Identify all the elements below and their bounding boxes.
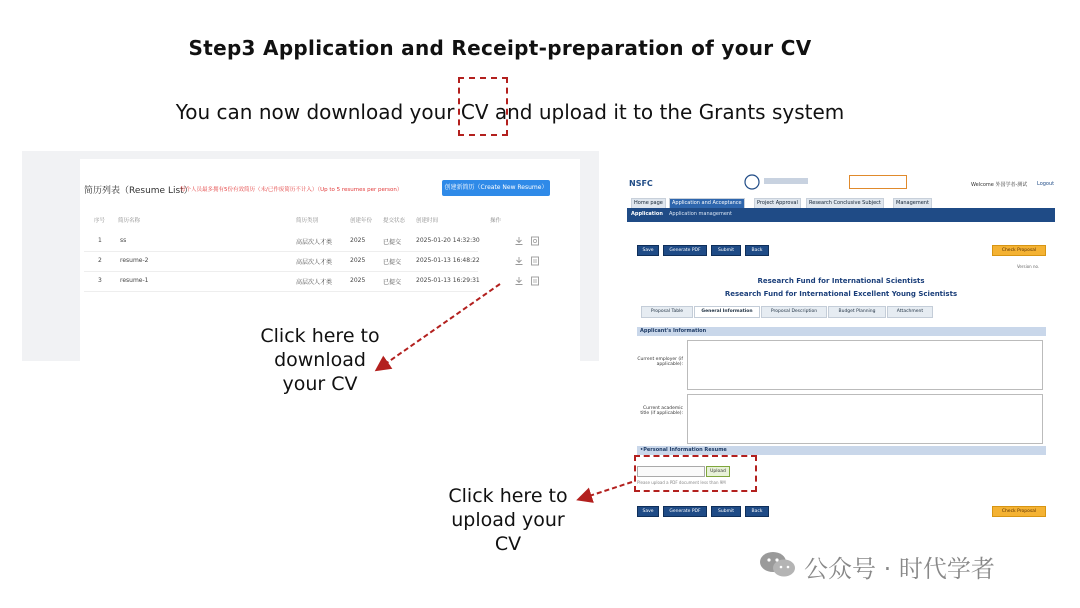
wechat-icon (758, 548, 798, 580)
nav-application[interactable]: Application (631, 211, 663, 217)
back-button[interactable]: Back (745, 245, 769, 256)
tab-attachment[interactable]: Attachment (887, 306, 933, 318)
employer-label: Current employer (if applicable): (637, 357, 683, 367)
resume-limit-note: 每个人员最多拥有5份有效简历（未/已作废简历不计入）（Up to 5 resumes per person） (180, 187, 403, 193)
fund-title-1: Research Fund for International Scientists (757, 277, 925, 285)
upload-callout: Click here to upload your CV (448, 485, 568, 555)
row-status: 已提交 (383, 259, 402, 266)
create-resume-button[interactable]: 创建新简历（Create New Resume） (442, 180, 550, 196)
row-year: 2025 (350, 237, 366, 244)
row-created-time: 2025-01-20 14:32:30 (416, 237, 480, 244)
save-button-bottom[interactable]: Save (637, 506, 659, 517)
row-status: 已提交 (383, 239, 402, 246)
row-category: 高层次人才类 (296, 259, 333, 266)
watermark-text: 公众号 · 时代学者 (804, 555, 995, 583)
column-header-name: 简历名称 (118, 218, 141, 224)
check-proposal-button-bottom[interactable]: Check Proposal (992, 506, 1046, 517)
nav-application-management[interactable]: Application management (669, 211, 733, 217)
row-resume-name[interactable]: resume-1 (120, 277, 149, 284)
row-category: 高层次人才类 (296, 279, 333, 286)
row-created-time: 2025-01-13 16:48:22 (416, 257, 480, 264)
download-callout: Click here to download your CV (260, 325, 380, 395)
check-proposal-button[interactable]: Check Proposal (992, 245, 1046, 256)
tab-budget-planning[interactable]: Budget Planning (828, 306, 886, 318)
tab-proposal-table[interactable]: Proposal Table (641, 306, 693, 318)
tab-conclusive-subject[interactable]: Research Conclusive Subject (806, 198, 884, 209)
tab-home[interactable]: Home page (631, 198, 666, 209)
tab-application[interactable]: Application and Acceptance (669, 198, 745, 209)
applicant-info-section: Applicant's Information (637, 327, 1046, 336)
row-resume-name[interactable]: ss (120, 237, 127, 244)
upload-button[interactable]: Upload (706, 466, 730, 477)
column-header-index: 序号 (94, 218, 106, 224)
version-label: Version no. (1017, 264, 1040, 269)
welcome-text: Welcome 外国学者-测试 (971, 182, 1028, 188)
row-index: 1 (98, 237, 102, 244)
row-year: 2025 (350, 277, 366, 284)
column-header-actions: 操作 (490, 218, 502, 224)
column-header-category: 简历类别 (296, 218, 319, 224)
generate-pdf-button[interactable]: Generate PDF (663, 245, 707, 256)
fund-title-2: Research Fund for International Excellent Young Scientists (724, 290, 958, 298)
back-button-bottom[interactable]: Back (745, 506, 769, 517)
tab-management[interactable]: Management (893, 198, 932, 209)
save-button[interactable]: Save (637, 245, 659, 256)
submit-button-bottom[interactable]: Submit (711, 506, 741, 517)
download-arrow (378, 284, 500, 369)
row-category: 高层次人才类 (296, 239, 333, 246)
generate-pdf-button-bottom[interactable]: Generate PDF (663, 506, 707, 517)
row-index: 3 (98, 277, 102, 284)
resume-section: •Personal Information Resume (637, 446, 1046, 455)
row-created-time: 2025-01-13 16:29:31 (416, 277, 480, 284)
column-header-status: 提交状态 (383, 218, 406, 224)
row-year: 2025 (350, 257, 366, 264)
column-header-year: 创建年份 (350, 218, 373, 224)
upload-arrow (580, 482, 632, 499)
academic-title-label: Current academic title (if applicable): (640, 406, 683, 416)
row-index: 2 (98, 257, 102, 264)
column-header-created: 创建时间 (416, 218, 439, 224)
tab-project-approval[interactable]: Project Approval (754, 198, 801, 209)
row-resume-name[interactable]: resume-2 (120, 257, 149, 264)
tab-proposal-description[interactable]: Proposal Description (761, 306, 827, 318)
tab-general-information[interactable]: General Information (694, 306, 760, 318)
svg-text:NSFC: NSFC (629, 179, 653, 188)
submit-button[interactable]: Submit (711, 245, 741, 256)
slide-title: Step3 Application and Receipt-preparation of your CV (188, 36, 812, 60)
row-status: 已提交 (383, 279, 402, 286)
slide-subtitle: You can now download your CV and upload it to the Grants system (175, 100, 845, 124)
upload-hint: Please upload a PDF document less than 9M (637, 480, 726, 485)
logout-link[interactable]: Logout (1037, 181, 1055, 187)
resume-list-title: 简历列表（Resume List） (84, 186, 193, 196)
